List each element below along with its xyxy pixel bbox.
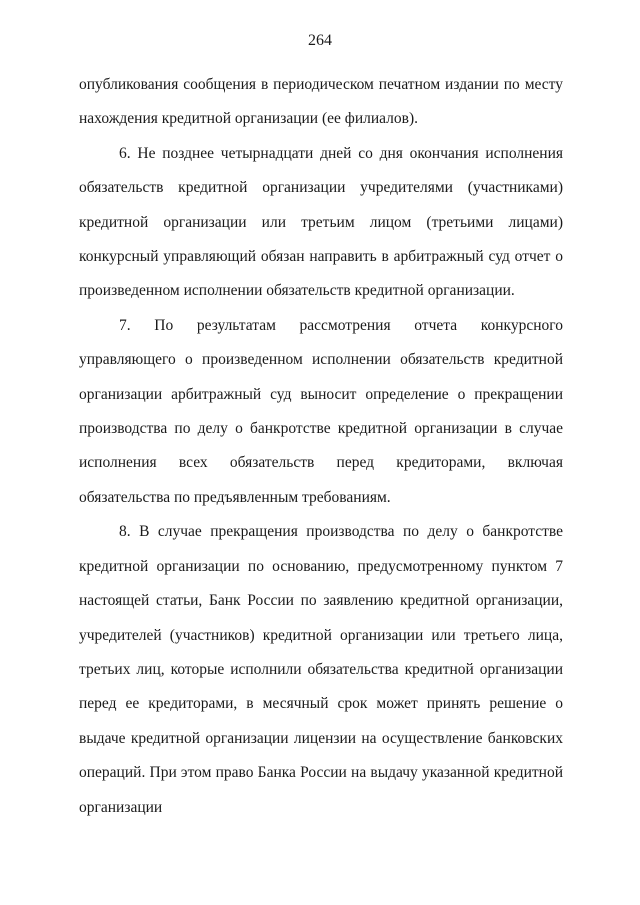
paragraph-item-8: 8. В случае прекращения производства по делу о банкротстве кредитной организации по основанию, предусмотренному пунктом 7 настоящей статьи, Банк России по заявлению кредитной организации, учредителей (участников) кредитной организации или третьего лица, третьих лиц, которые исполнили обязательства кредитной организации перед ее кредиторами, в месячный срок может принять решение о выдаче кредитной организации лицензии на осуществление банковских операций. При этом право Банка России на выдачу указанной кредитной организации — [79, 523, 563, 816]
document-body — [79, 68, 563, 825]
paragraph-continuation: опубликования сообщения в периодическом печатном издании по месту нахождения кредитной организации (ее филиалов). — [79, 76, 563, 128]
page-number: 264 — [308, 32, 332, 49]
paragraph-item-7: 7. По результатам рассмотрения отчета конкурсного управляющего о произведенном исполнении обязательств кредитной организации арбитражный суд выносит определение о прекращении производства по делу о банкротстве кредитной организации в случае исполнения всех обязательств перед кредиторами, включая обязательства по предъявленным требованиям. — [79, 316, 563, 506]
paragraph-item-6: 6. Не позднее четырнадцати дней со дня окончания исполнения обязательств кредитной организации учредителями (участниками) кредитной организации или третьим лицом (третьими лицами) конкурсный управляющий обязан направить в арбитражный суд отчет о произведенном исполнении обязательств кредитной организации. — [79, 144, 563, 300]
